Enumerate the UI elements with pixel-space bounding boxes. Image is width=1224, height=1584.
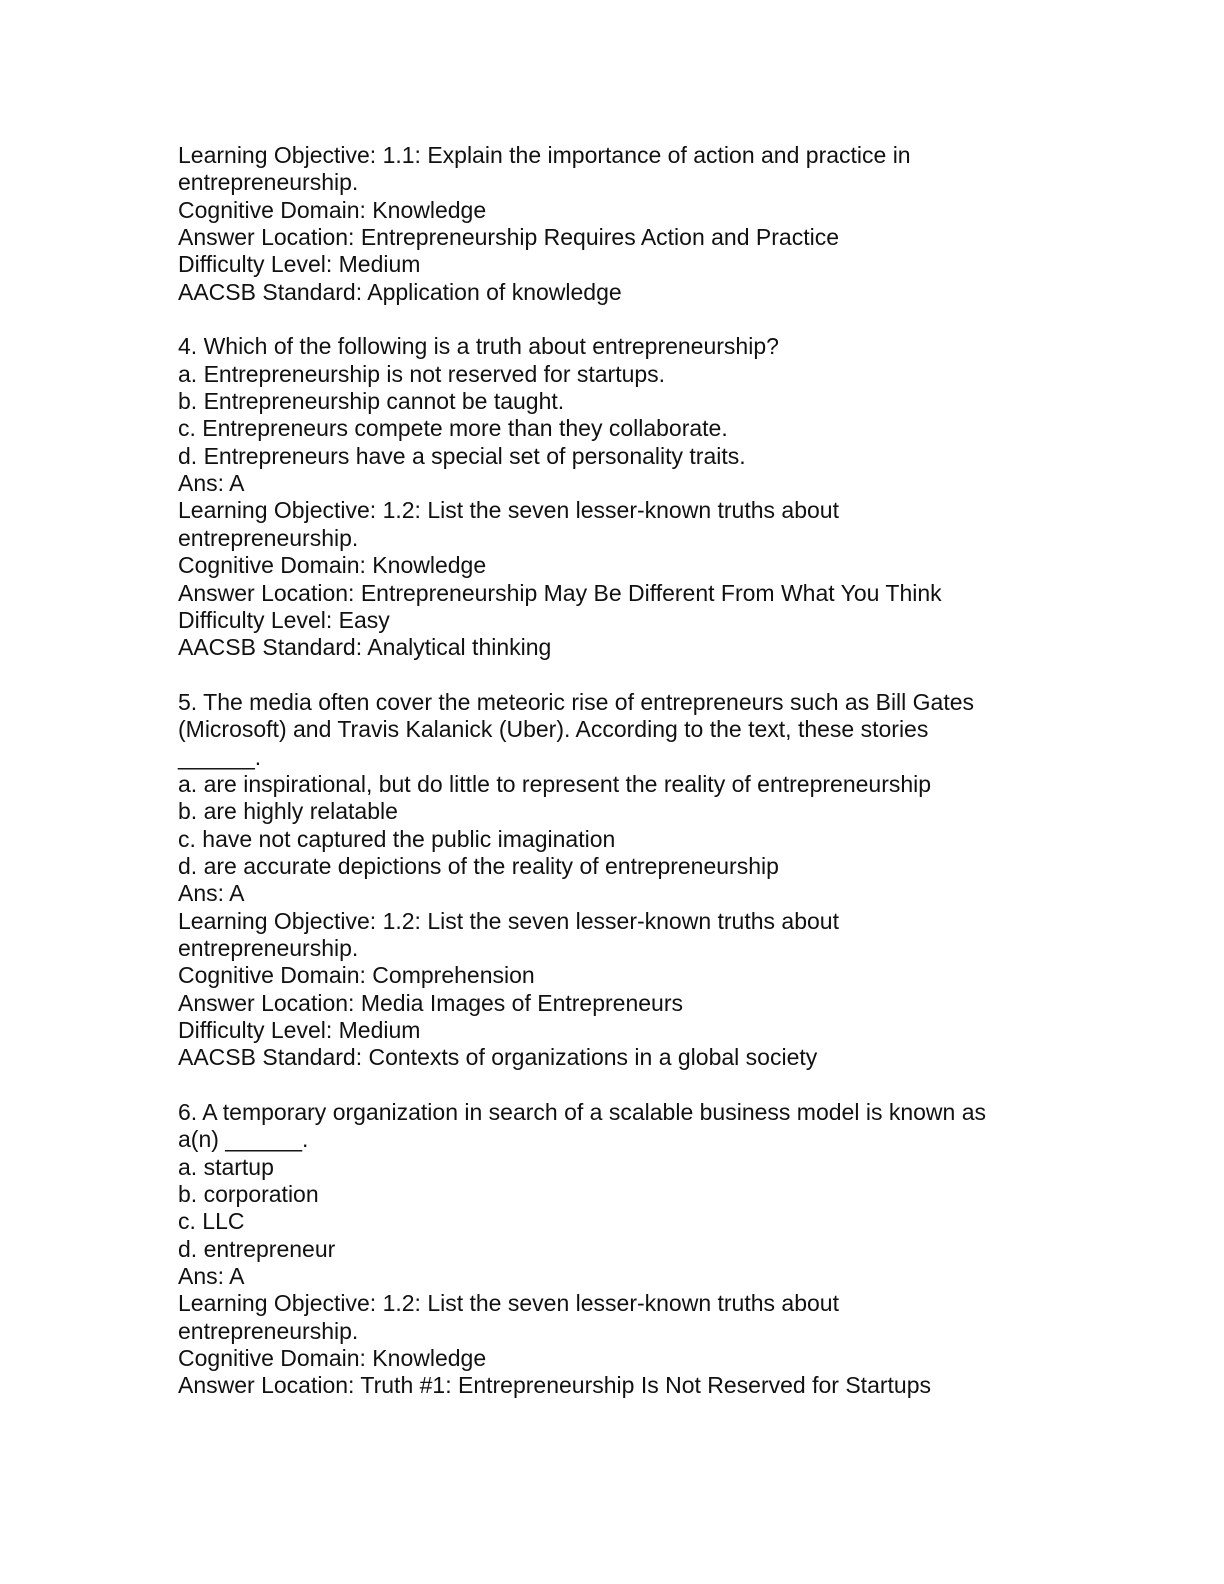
learning-objective-continued: entrepreneurship.: [178, 934, 359, 961]
question-3-metadata: [178, 142, 1058, 306]
aacsb-standard: AACSB Standard: Application of knowledge: [178, 278, 622, 305]
answer-location: Answer Location: Entrepreneurship Requires Action and Practice: [178, 224, 839, 251]
learning-objective: Learning Objective: 1.2: List the seven lesser-known truths about: [178, 1290, 839, 1317]
question-6: [178, 1099, 1058, 1400]
difficulty-level: Difficulty Level: Medium: [178, 1017, 421, 1043]
difficulty-level: Difficulty Level: Medium: [178, 251, 421, 278]
option-a: a. Entrepreneurship is not reserved for startups.: [178, 360, 666, 387]
learning-objective-continued: entrepreneurship.: [178, 524, 359, 551]
option-d: d. Entrepreneurs have a special set of personality traits.: [178, 442, 746, 469]
question-text-continued: (Microsoft) and Travis Kalanick (Uber). According to the text, these stories: [178, 716, 929, 743]
option-b: b. are highly relatable: [178, 798, 398, 825]
option-c: c. Entrepreneurs compete more than they collaborate.: [178, 415, 728, 442]
learning-objective-continued: entrepreneurship.: [178, 1317, 359, 1344]
option-a: a. startup: [178, 1153, 274, 1180]
difficulty-level: Difficulty Level: Easy: [178, 606, 390, 633]
question-text: 4. Which of the following is a truth about entrepreneurship?: [178, 333, 779, 360]
spacer: [178, 306, 1058, 333]
spacer: [178, 662, 1058, 689]
option-b: b. Entrepreneurship cannot be taught.: [178, 388, 565, 415]
answer: Ans: A: [178, 470, 245, 497]
question-text: 6. A temporary organization in search of a scalable business model is known as: [178, 1099, 986, 1126]
cognitive-domain: Cognitive Domain: Comprehension: [178, 962, 535, 989]
aacsb-standard: AACSB Standard: Analytical thinking: [178, 634, 552, 661]
spacer: [178, 1072, 1058, 1099]
cognitive-domain: Cognitive Domain: Knowledge: [178, 1345, 487, 1372]
option-a: a. are inspirational, but do little to represent the reality of entrepreneurship: [178, 770, 932, 797]
learning-objective: Learning Objective: 1.2: List the seven lesser-known truths about: [178, 497, 839, 524]
question-blank: ______.: [178, 743, 262, 770]
cognitive-domain: Cognitive Domain: Knowledge: [178, 552, 487, 579]
answer-location: Answer Location: Truth #1: Entrepreneurship Is Not Reserved for Startups: [178, 1372, 931, 1399]
option-c: c. LLC: [178, 1208, 245, 1235]
answer-location: Answer Location: Media Images of Entrepreneurs: [178, 989, 683, 1016]
answer: Ans: A: [178, 1263, 245, 1290]
answer-location: Answer Location: Entrepreneurship May Be Different From What You Think: [178, 579, 942, 606]
question-5: [178, 689, 1058, 1072]
document-page: [178, 142, 1058, 1400]
cognitive-domain: Cognitive Domain: Knowledge: [178, 196, 487, 223]
question-4: [178, 333, 1058, 661]
option-c: c. have not captured the public imagination: [178, 825, 616, 852]
option-d: d. entrepreneur: [178, 1235, 336, 1262]
option-b: b. corporation: [178, 1181, 319, 1208]
question-text-continued: a(n) ______.: [178, 1126, 309, 1153]
answer: Ans: A: [178, 880, 245, 907]
option-d: d. are accurate depictions of the reality of entrepreneurship: [178, 852, 779, 879]
learning-objective: Learning Objective: 1.1: Explain the importance of action and practice in: [178, 142, 911, 168]
learning-objective: Learning Objective: 1.2: List the seven lesser-known truths about: [178, 907, 839, 934]
learning-objective-continued: entrepreneurship.: [178, 169, 359, 196]
question-text: 5. The media often cover the meteoric rise of entrepreneurs such as Bill Gates: [178, 688, 975, 715]
aacsb-standard: AACSB Standard: Contexts of organizations in a global society: [178, 1044, 818, 1071]
